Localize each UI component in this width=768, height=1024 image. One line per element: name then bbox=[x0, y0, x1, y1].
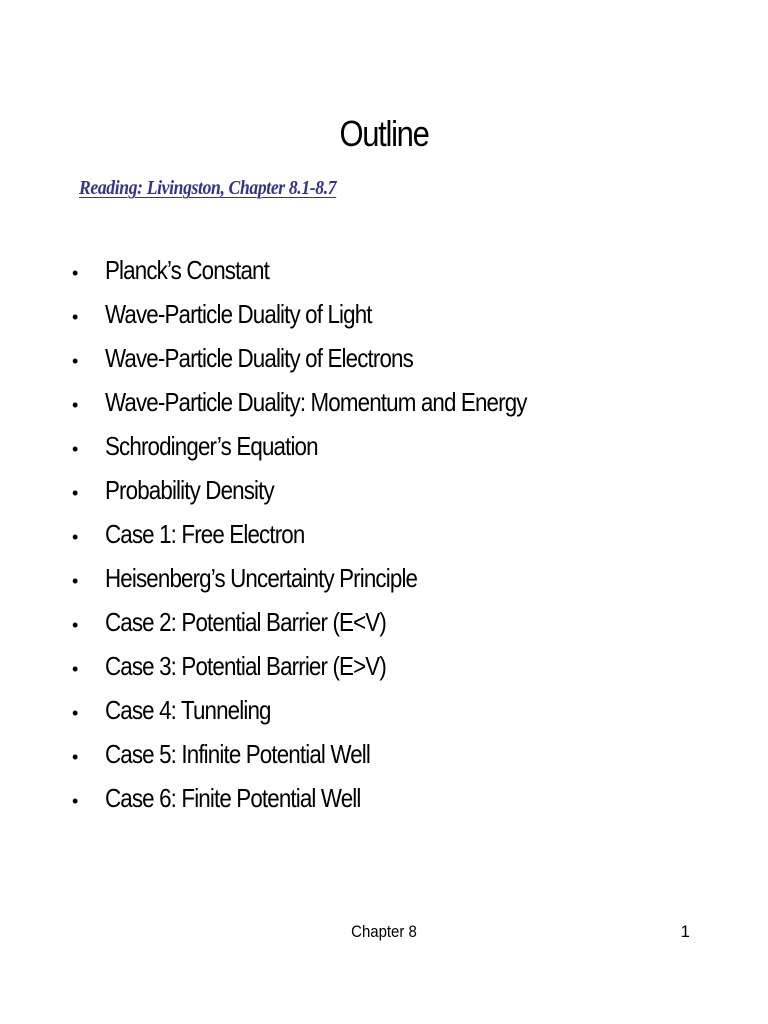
footer-chapter: Chapter 8 bbox=[351, 922, 417, 941]
list-item bbox=[72, 252, 595, 296]
bullet-icon: • bbox=[72, 571, 79, 591]
list-item-text: Case 2: Potential Barrier (E<V) bbox=[105, 607, 386, 637]
bullet-icon: • bbox=[72, 747, 79, 767]
list-item bbox=[72, 560, 595, 604]
bullet-icon: • bbox=[72, 439, 79, 459]
list-item-text: Wave-Particle Duality of Light bbox=[105, 299, 372, 329]
list-item bbox=[72, 648, 595, 692]
list-item-text: Probability Density bbox=[105, 475, 274, 505]
list-item-text: Case 5: Infinite Potential Well bbox=[105, 739, 371, 769]
list-item-text: Case 3: Potential Barrier (E>V) bbox=[105, 651, 386, 681]
bullet-icon: • bbox=[72, 263, 79, 283]
list-item bbox=[72, 384, 595, 428]
list-item bbox=[72, 472, 595, 516]
reading-link[interactable]: Reading: Livingston, Chapter 8.1-8.7 bbox=[79, 177, 337, 199]
list-item bbox=[72, 736, 595, 780]
list-item-text: Wave-Particle Duality: Momentum and Energy bbox=[105, 387, 527, 417]
bullet-icon: • bbox=[72, 395, 79, 415]
list-item-text: Wave-Particle Duality of Electrons bbox=[105, 343, 413, 373]
slide-title: Outline bbox=[339, 113, 429, 154]
list-item bbox=[72, 340, 595, 384]
list-item bbox=[72, 296, 595, 340]
bullet-icon: • bbox=[72, 659, 79, 679]
list-item-text: Case 6: Finite Potential Well bbox=[105, 783, 361, 813]
list-item-text: Case 1: Free Electron bbox=[105, 519, 305, 549]
list-item-text: Case 4: Tunneling bbox=[105, 695, 271, 725]
page-number: 1 bbox=[680, 922, 690, 941]
bullet-icon: • bbox=[72, 703, 79, 723]
list-item bbox=[72, 780, 595, 824]
list-item-text: Planck’s Constant bbox=[105, 255, 269, 285]
list-item bbox=[72, 604, 595, 648]
list-item bbox=[72, 428, 595, 472]
list-item bbox=[72, 516, 595, 560]
bullet-icon: • bbox=[72, 483, 79, 503]
bullet-icon: • bbox=[72, 527, 79, 547]
outline-list bbox=[72, 252, 595, 824]
bullet-icon: • bbox=[72, 615, 79, 635]
list-item-text: Schrodinger’s Equation bbox=[105, 431, 318, 461]
list-item-text: Heisenberg’s Uncertainty Principle bbox=[105, 563, 418, 593]
bullet-icon: • bbox=[72, 351, 79, 371]
list-item bbox=[72, 692, 595, 736]
bullet-icon: • bbox=[72, 791, 79, 811]
bullet-icon: • bbox=[72, 307, 79, 327]
